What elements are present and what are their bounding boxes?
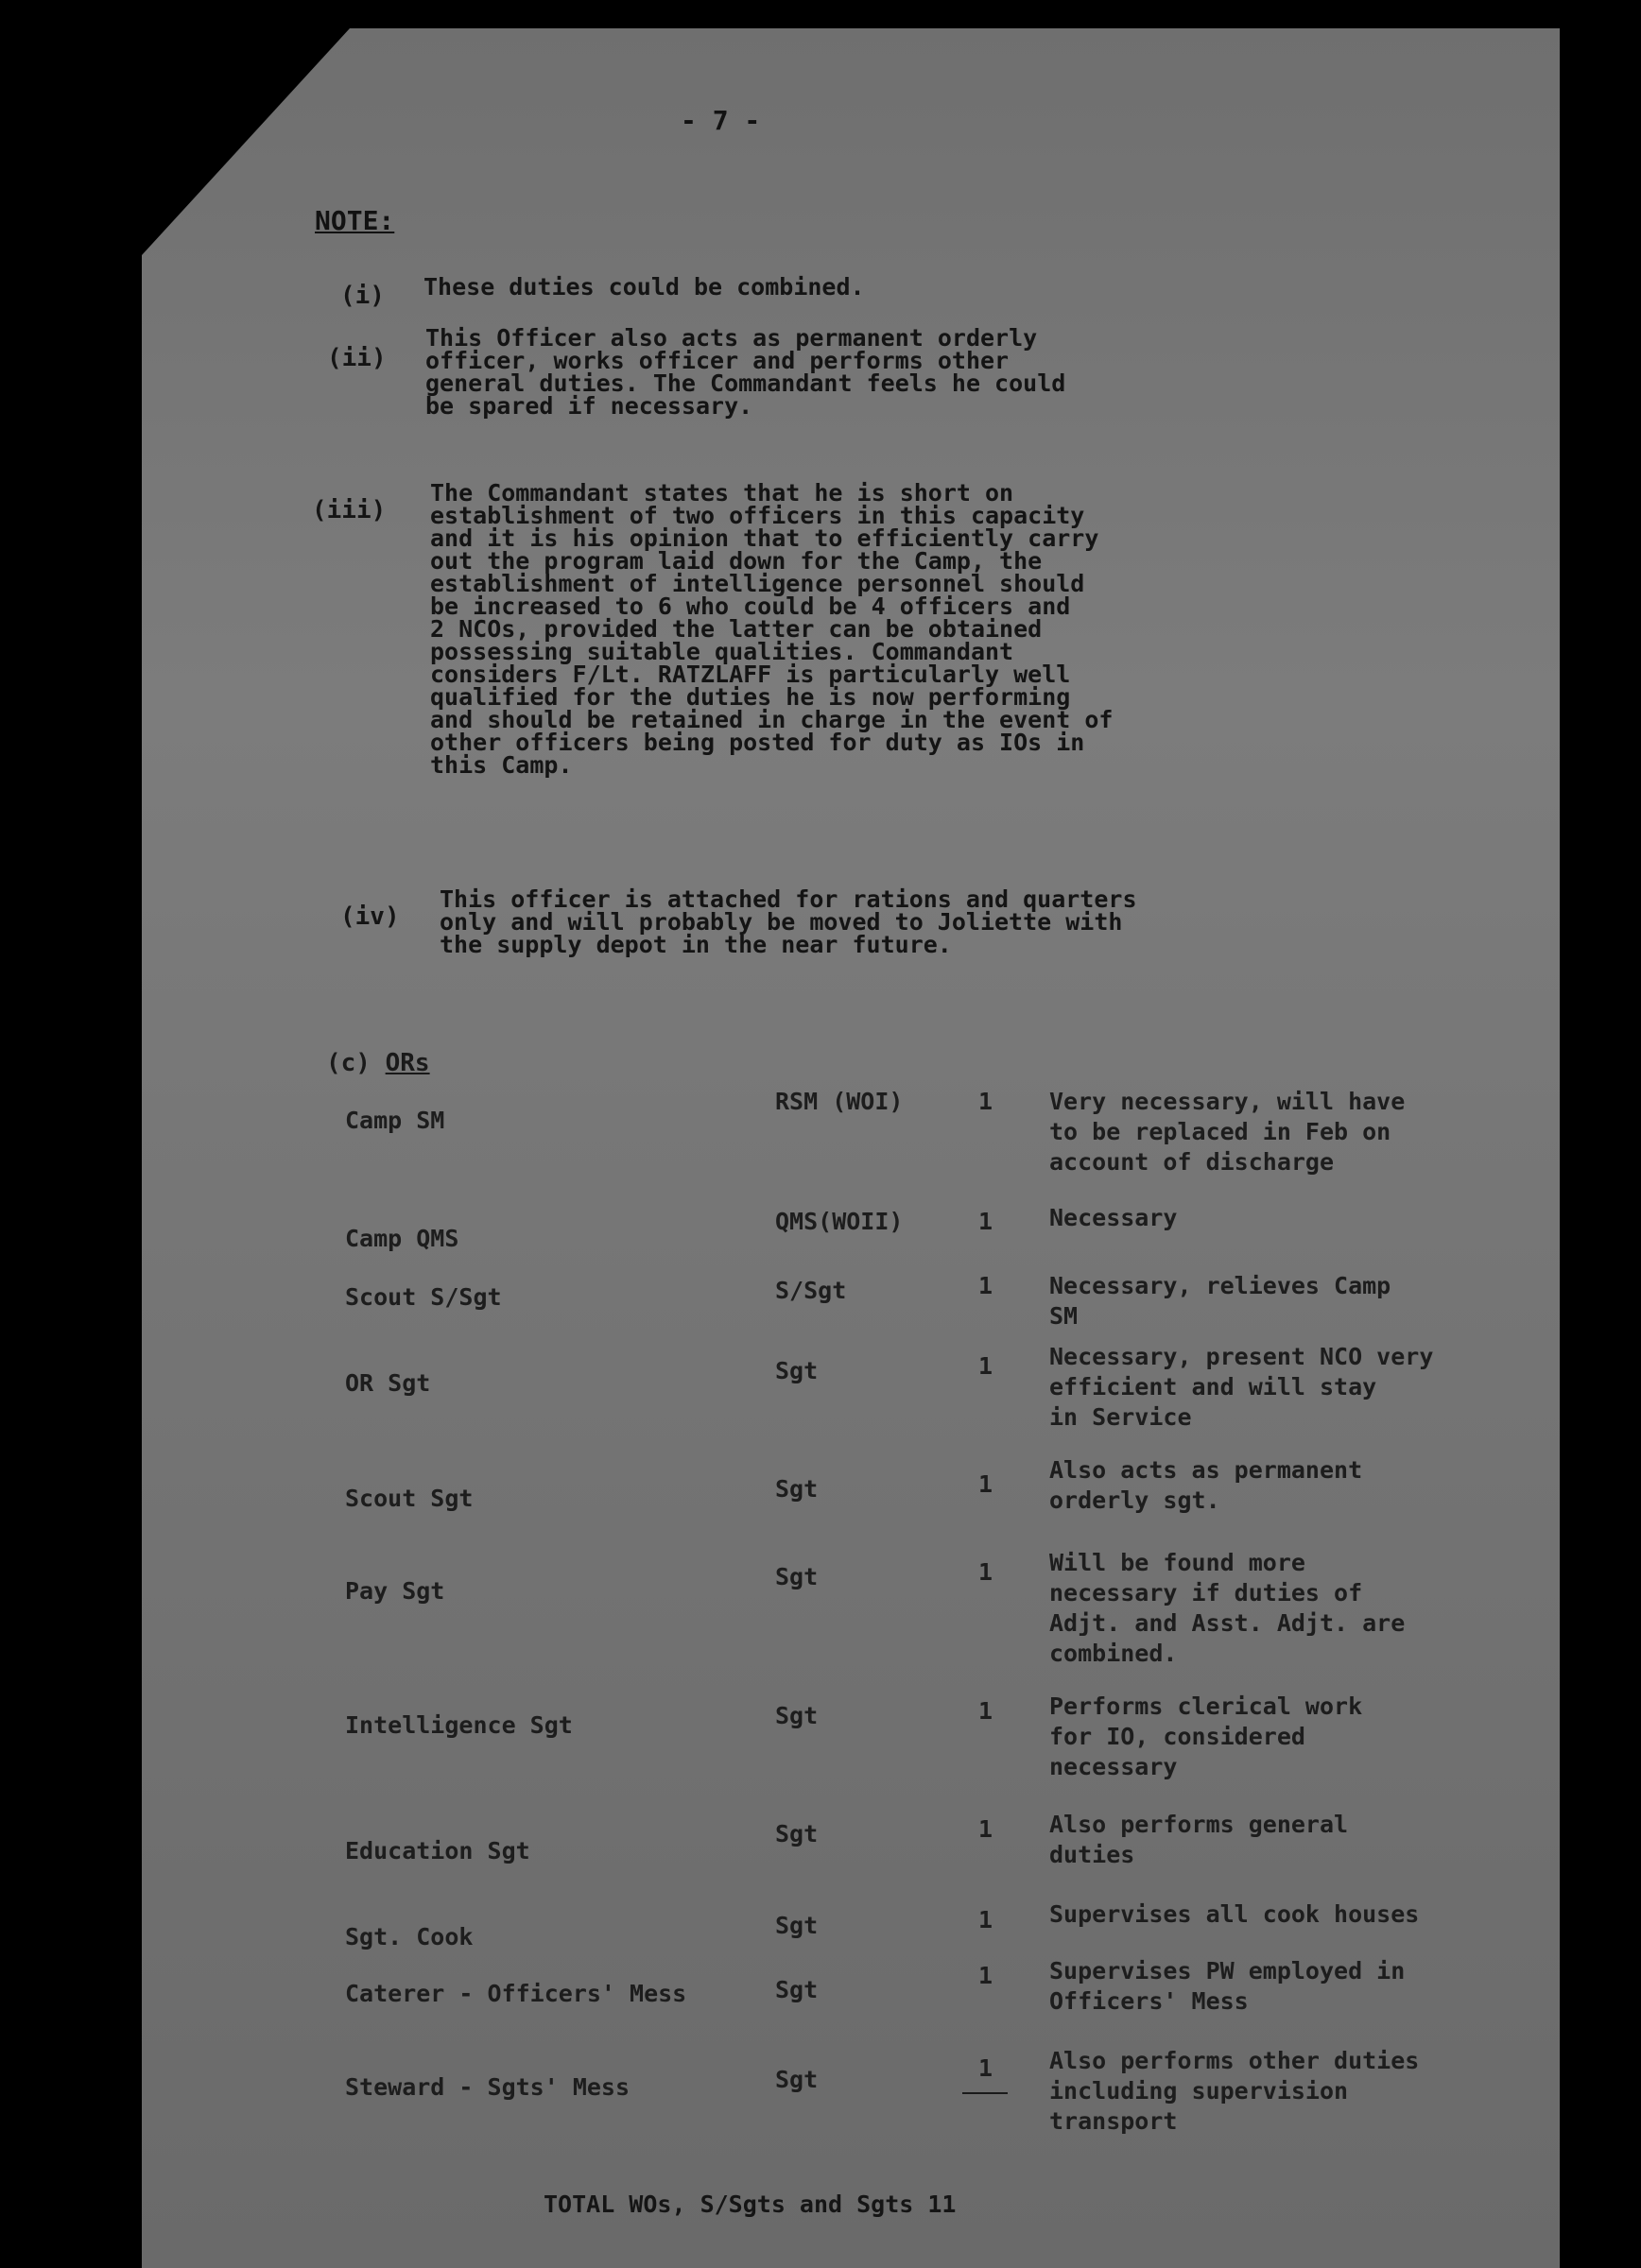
position-title: Camp QMS [345, 1225, 459, 1252]
position-rank: QMS(WOII) [775, 1208, 904, 1235]
position-title: Steward - Sgts' Mess [345, 2073, 630, 2101]
note-number: (iii) [312, 496, 387, 524]
position-count: 1 [978, 1962, 993, 1989]
position-title: Scout S/Sgt [345, 1283, 502, 1311]
position-count: 1 [978, 1697, 993, 1725]
table-row [0, 1087, 1641, 1176]
section-heading [326, 1049, 430, 1077]
position-title: Sgt. Cook [345, 1923, 474, 1950]
table-row [0, 1810, 1641, 1868]
position-remarks: Performs clerical work for IO, considered necessary [1049, 1692, 1363, 1780]
position-remarks: Also acts as permanent orderly sgt. [1049, 1456, 1363, 1514]
position-count: 1 [978, 1470, 993, 1498]
note-text: This Officer also acts as permanent orderly officer, works officer and performs other general duties. The Commandant feels he could be spared if necessary. [425, 324, 1066, 420]
position-title: Caterer - Officers' Mess [345, 1980, 687, 2007]
position-rank: RSM (WOI) [775, 1088, 904, 1115]
position-title: Intelligence Sgt [345, 1711, 573, 1739]
position-rank: Sgt [775, 1357, 819, 1384]
table-row [0, 1195, 1641, 1252]
position-count: 1 [978, 1815, 993, 1843]
position-remarks: Very necessary, will have to be replaced in Feb on account of discharge [1049, 1088, 1406, 1176]
note-number: (i) [340, 282, 385, 310]
position-remarks: Also performs other duties including supervision transport [1049, 2047, 1420, 2135]
position-remarks: Necessary, relieves Camp SM [1049, 1272, 1391, 1330]
position-title: Education Sgt [345, 1837, 530, 1864]
position-rank: Sgt [775, 1563, 819, 1590]
table-row [0, 1342, 1641, 1431]
note-number: (ii) [327, 344, 387, 372]
note-number: (iv) [340, 902, 400, 931]
position-remarks: Also performs general duties [1049, 1811, 1349, 1868]
table-row [0, 2046, 1641, 2135]
position-count: 1 [978, 1208, 993, 1235]
position-remarks: Necessary, present NCO very efficient and will stay in Service [1049, 1343, 1434, 1431]
position-title: Pay Sgt [345, 1577, 445, 1605]
position-count: 1 [978, 1088, 993, 1115]
table-row [0, 1956, 1641, 2015]
position-remarks: Necessary [1049, 1204, 1178, 1231]
position-remarks: Supervises all cook houses [1049, 1900, 1420, 1928]
position-rank: Sgt [775, 1820, 819, 1847]
page-number: - 7 - [681, 105, 761, 136]
position-remarks: Will be found more necessary if duties of Adjt. and Asst. Adjt. are combined. [1049, 1549, 1406, 1667]
note-text: This officer is attached for rations and quarters only and will probably be moved to Joliette with the supply depot in the near future. [440, 885, 1137, 958]
note-heading: NOTE: [315, 205, 395, 236]
position-rank: Sgt [775, 1912, 819, 1939]
position-count: 1 [978, 1352, 993, 1380]
total-line: TOTAL WOs, S/Sgts and Sgts 11 [544, 2191, 957, 2218]
position-title: OR Sgt [345, 1369, 431, 1397]
position-rank: Sgt [775, 1475, 819, 1503]
position-count: 1 [978, 1906, 993, 1933]
position-title: Scout Sgt [345, 1485, 474, 1512]
position-remarks: Supervises PW employed in Officers' Mess [1049, 1957, 1406, 2015]
note-text: These duties could be combined. [423, 273, 865, 301]
total-underline [962, 2092, 1008, 2094]
section-title: ORs [385, 1049, 430, 1077]
position-title: Camp SM [345, 1107, 445, 1134]
position-count: 1 [978, 1558, 993, 1586]
position-rank: S/Sgt [775, 1277, 847, 1304]
position-count: 1 [978, 2054, 993, 2082]
table-row [0, 1899, 1641, 1950]
position-count: 1 [978, 1272, 993, 1299]
position-rank: Sgt [775, 1976, 819, 2003]
position-rank: Sgt [775, 2066, 819, 2093]
note-text: The Commandant states that he is short on establishment of two officers in this capacity and it is his opinion that to efficiently carry out the program laid down for the Camp, the establishment of intelligence personnel should be increased to 6 who could be 4 officers and 2 NCOs, provided the latter can be obtained possessing suitable qualities. Commandant considers F/Lt. RATZLAFF is particularly well qualified for the duties he is now performing and should be retained in charge in the event of other officers being posted for duty as IOs in this Camp. [430, 479, 1114, 779]
section-prefix: (c) [326, 1049, 371, 1077]
table-row [0, 1548, 1641, 1667]
table-row [0, 1455, 1641, 1514]
table-row [0, 1271, 1641, 1330]
position-rank: Sgt [775, 1702, 819, 1729]
